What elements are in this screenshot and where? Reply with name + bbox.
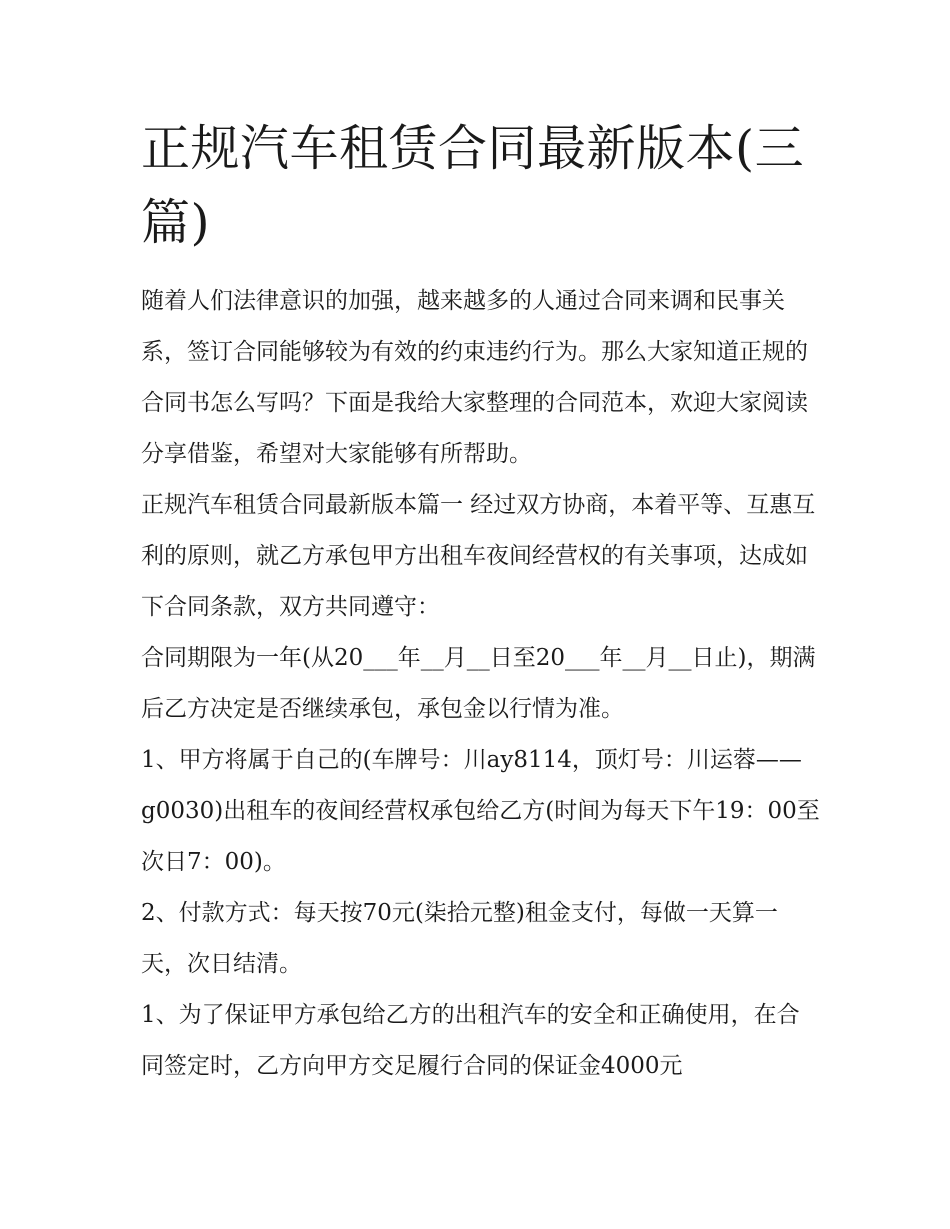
paragraph-clause-deposit: 1、为了保证甲方承包给乙方的出租汽车的安全和正确使用，在合同签定时，乙方向甲方交足履行合同的保证金4000元 bbox=[141, 1002, 800, 1079]
paragraph-intro: 随着人们法律意识的加强，越来越多的人通过合同来调和民事关系，签订合同能够较为有效的约束违约行为。那么大家知道正规的合同书怎么写吗？下面是我给大家整理的合同范本，欢迎大家阅读分享借鉴，希望对大家能够有所帮助。 bbox=[141, 288, 808, 467]
document-title: 正规汽车租赁合同最新版本(三篇) bbox=[141, 120, 805, 251]
document-page bbox=[141, 112, 821, 1092]
paragraph-clause-2: 2、付款方式：每天按70元(柒拾元整)租金支付，每做一天算一天，次日结清。 bbox=[141, 900, 778, 977]
paragraph-term: 合同期限为一年(从20___年__月__日至20___年__月__日止)，期满后乙方决定是否继续承包，承包金以行情为准。 bbox=[141, 645, 816, 722]
paragraph-clause-1: 1、甲方将属于自己的(车牌号：川ay8114，顶灯号：川运蓉——g0030)出租车的夜间经营权承包给乙方(时间为每天下午19：00至次日7：00)。 bbox=[141, 747, 820, 875]
paragraph-preamble: 正规汽车租赁合同最新版本篇一 经过双方协商，本着平等、互惠互利的原则，就乙方承包甲方出租车夜间经营权的有关事项，达成如下合同条款，双方共同遵守： bbox=[141, 492, 816, 620]
